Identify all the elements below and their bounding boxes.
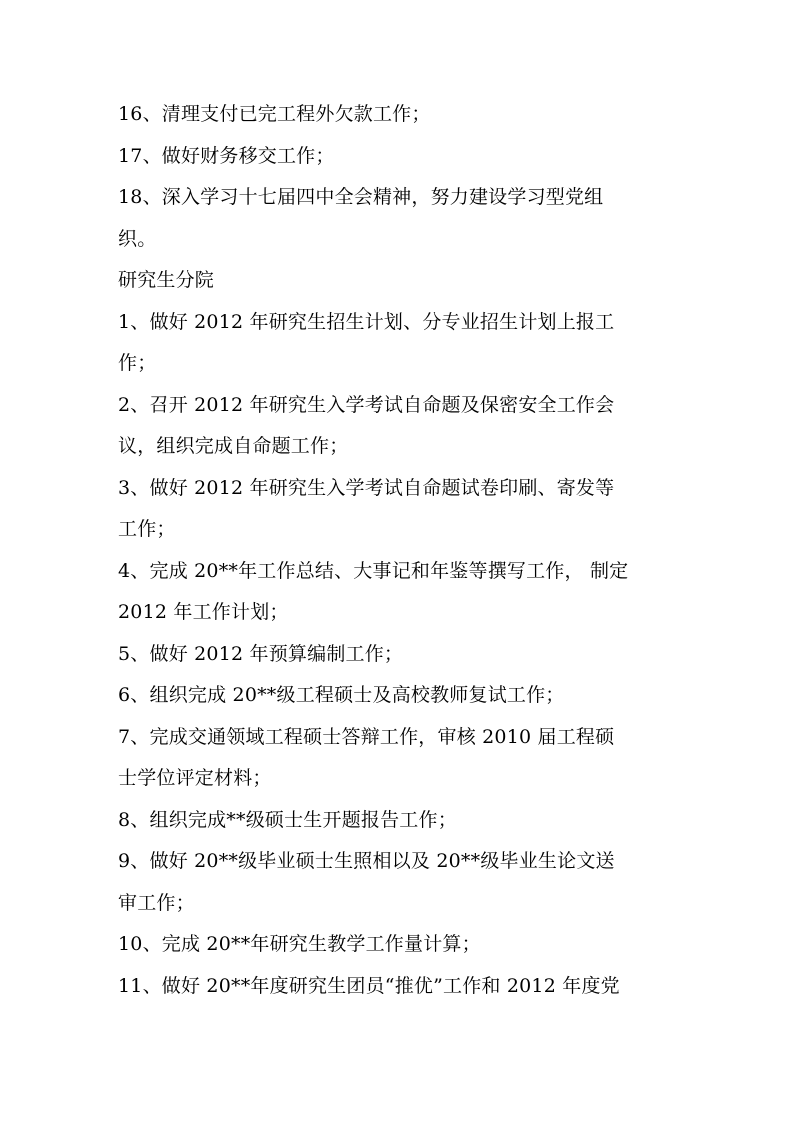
text-line: 3、做好 2012 年研究生入学考试自命题试卷印刷、寄发等	[118, 476, 615, 499]
text-line: 工作；	[118, 518, 176, 540]
text-line: 6、组织完成 20**级工程硕士及高校教师复试工作；	[118, 684, 565, 706]
text-line: 4、完成 20**年工作总结、大事记和年鉴等撰写工作， 制定	[118, 559, 629, 582]
text-line: 1、做好 2012 年研究生招生计划、分专业招生计划上报工	[118, 310, 615, 333]
document-body	[118, 94, 678, 1007]
text-line: 10、完成 20**年研究生教学工作量计算；	[118, 933, 481, 955]
text-line: 17、做好财务移交工作；	[118, 144, 335, 167]
text-line: 7、完成交通领域工程硕士答辩工作，审核 2010 届工程硕	[118, 725, 615, 748]
text-line: 5、做好 2012 年预算编制工作；	[118, 642, 404, 665]
text-line: 8、组织完成**级硕士生开题报告工作；	[118, 808, 457, 831]
text-line: 2、召开 2012 年研究生入学考试自命题及保密安全工作会	[118, 393, 615, 416]
text-line: 9、做好 20**级毕业硕士生照相以及 20**级毕业生论文送	[118, 850, 615, 872]
text-line: 织。	[118, 227, 157, 250]
text-line: 11、做好 20**年度研究生团员“推优”工作和 2012 年度党	[118, 974, 620, 997]
text-line: 16、清理支付已完工程外欠款工作；	[118, 103, 431, 125]
text-line: 18、深入学习十七届四中全会精神，努力建设学习型党组	[118, 186, 604, 208]
text-line: 士学位评定材料；	[118, 767, 272, 789]
text-line: 作；	[118, 352, 157, 374]
text-line: 2012 年工作计划；	[118, 601, 289, 623]
text-line: 议，组织完成自命题工作；	[118, 435, 349, 457]
text-line: 审工作；	[118, 891, 195, 914]
section-heading: 研究生分院	[118, 269, 215, 291]
